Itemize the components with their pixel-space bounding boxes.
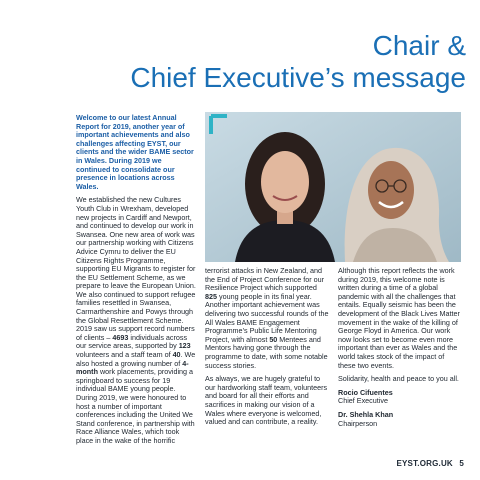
page-title	[130, 30, 466, 94]
stat-clients: 4693	[112, 332, 129, 342]
text-run: We established the new Cultures Youth Club in Wrexham, developed new projects in Cardiff and Newport, and continued to develop our work in Swansea. One new area of work was our partnership working with Citizens Advice Cymru to deliver the EU Citizens Rights Programme, supporting EU Migrants to register for the EU Settlement Scheme, as we prepare to leave the European Union. We also continued to support refugee families resettled in Swansea, Carmarthenshire and Powys through the Global Resettlement Scheme. 2019 saw us support record numbers of clients –	[76, 195, 196, 342]
text-run: terrorist attacks in New Zealand, and the End of Project Conference for our Resilience Project which supported	[205, 266, 325, 293]
column-1	[76, 114, 196, 451]
signature-name: Dr. Shehla Khan	[338, 409, 394, 419]
intro-paragraph: Welcome to our latest Annual Report for 2019, another year of important achievements and also challenges affecting EYST, our clients and the wider BAME sector in Wales. During 2019 we continued to consolidate our presence in locations across Wales.	[76, 113, 194, 191]
signature-name: Rocio Cifuentes	[338, 387, 393, 397]
column-1-paragraph	[76, 196, 196, 445]
text-run: . We also hosted a growing number of	[76, 350, 196, 368]
stat-staff: 40	[172, 350, 181, 360]
title-line-2: Chief Executive’s message	[130, 62, 466, 93]
column-3-paragraph-2: Solidarity, health and peace to you all.	[338, 374, 459, 384]
stat-mentees: 50	[269, 334, 278, 344]
leaders-photo-illustration	[205, 112, 461, 262]
page-number: 5	[459, 459, 464, 468]
text-run: work placements, providing a springboard to success for 19 individual BAME young people. During 2019, we were honoured to host a number of important conferences including the United We Stand conference, in partnership with Race Alliance Wales, which took place in the wake of the horrific	[76, 367, 195, 445]
stat-placements: 4-month	[76, 358, 189, 377]
stat-young-people: 825	[205, 291, 217, 301]
stat-volunteers: 123	[178, 341, 191, 351]
page-footer	[392, 459, 464, 468]
column-2	[205, 267, 330, 432]
column-3-paragraph-1: Although this report reflects the work during 2019, this welcome note is written during a time of a global pandemic with all the challenges that entails. Equally seismic has been the development of the Black Lives Matter movement in the wake of the killing of George Floyd in America. Our work now looks set to become even more important than ever as Wales and the world takes stock of the impact of these two events.	[338, 266, 460, 370]
text-run: young people in its final year. Another important achievement was delivering two successful rounds of the All Wales BAME Engagement Programme’s Public Life Mentoring Project, with almost	[205, 291, 329, 344]
column-3	[338, 267, 461, 433]
leaders-photo	[205, 112, 461, 262]
signature-role: Chief Executive	[338, 396, 388, 406]
column-2-paragraph-1	[205, 267, 330, 370]
text-run: individuals across our service areas, supported by	[76, 332, 188, 351]
title-line-1: Chair &	[372, 30, 466, 61]
text-run: volunteers and a staff team of	[76, 350, 173, 360]
footer-website: EYST.ORG.UK	[396, 459, 453, 468]
signature-ceo	[338, 389, 461, 406]
signature-role: Chairperson	[338, 418, 378, 428]
text-run: Mentees and Mentors having gone through the programme to date, with some notable success stories.	[205, 334, 328, 370]
column-2-paragraph-2: As always, we are hugely grateful to our hardworking staff team, volunteers and board for all their efforts and sacrifices in making our vision of a Wales where everyone is welcomed, valued and can contribute, a reality.	[205, 374, 328, 427]
signature-chair	[338, 411, 461, 428]
